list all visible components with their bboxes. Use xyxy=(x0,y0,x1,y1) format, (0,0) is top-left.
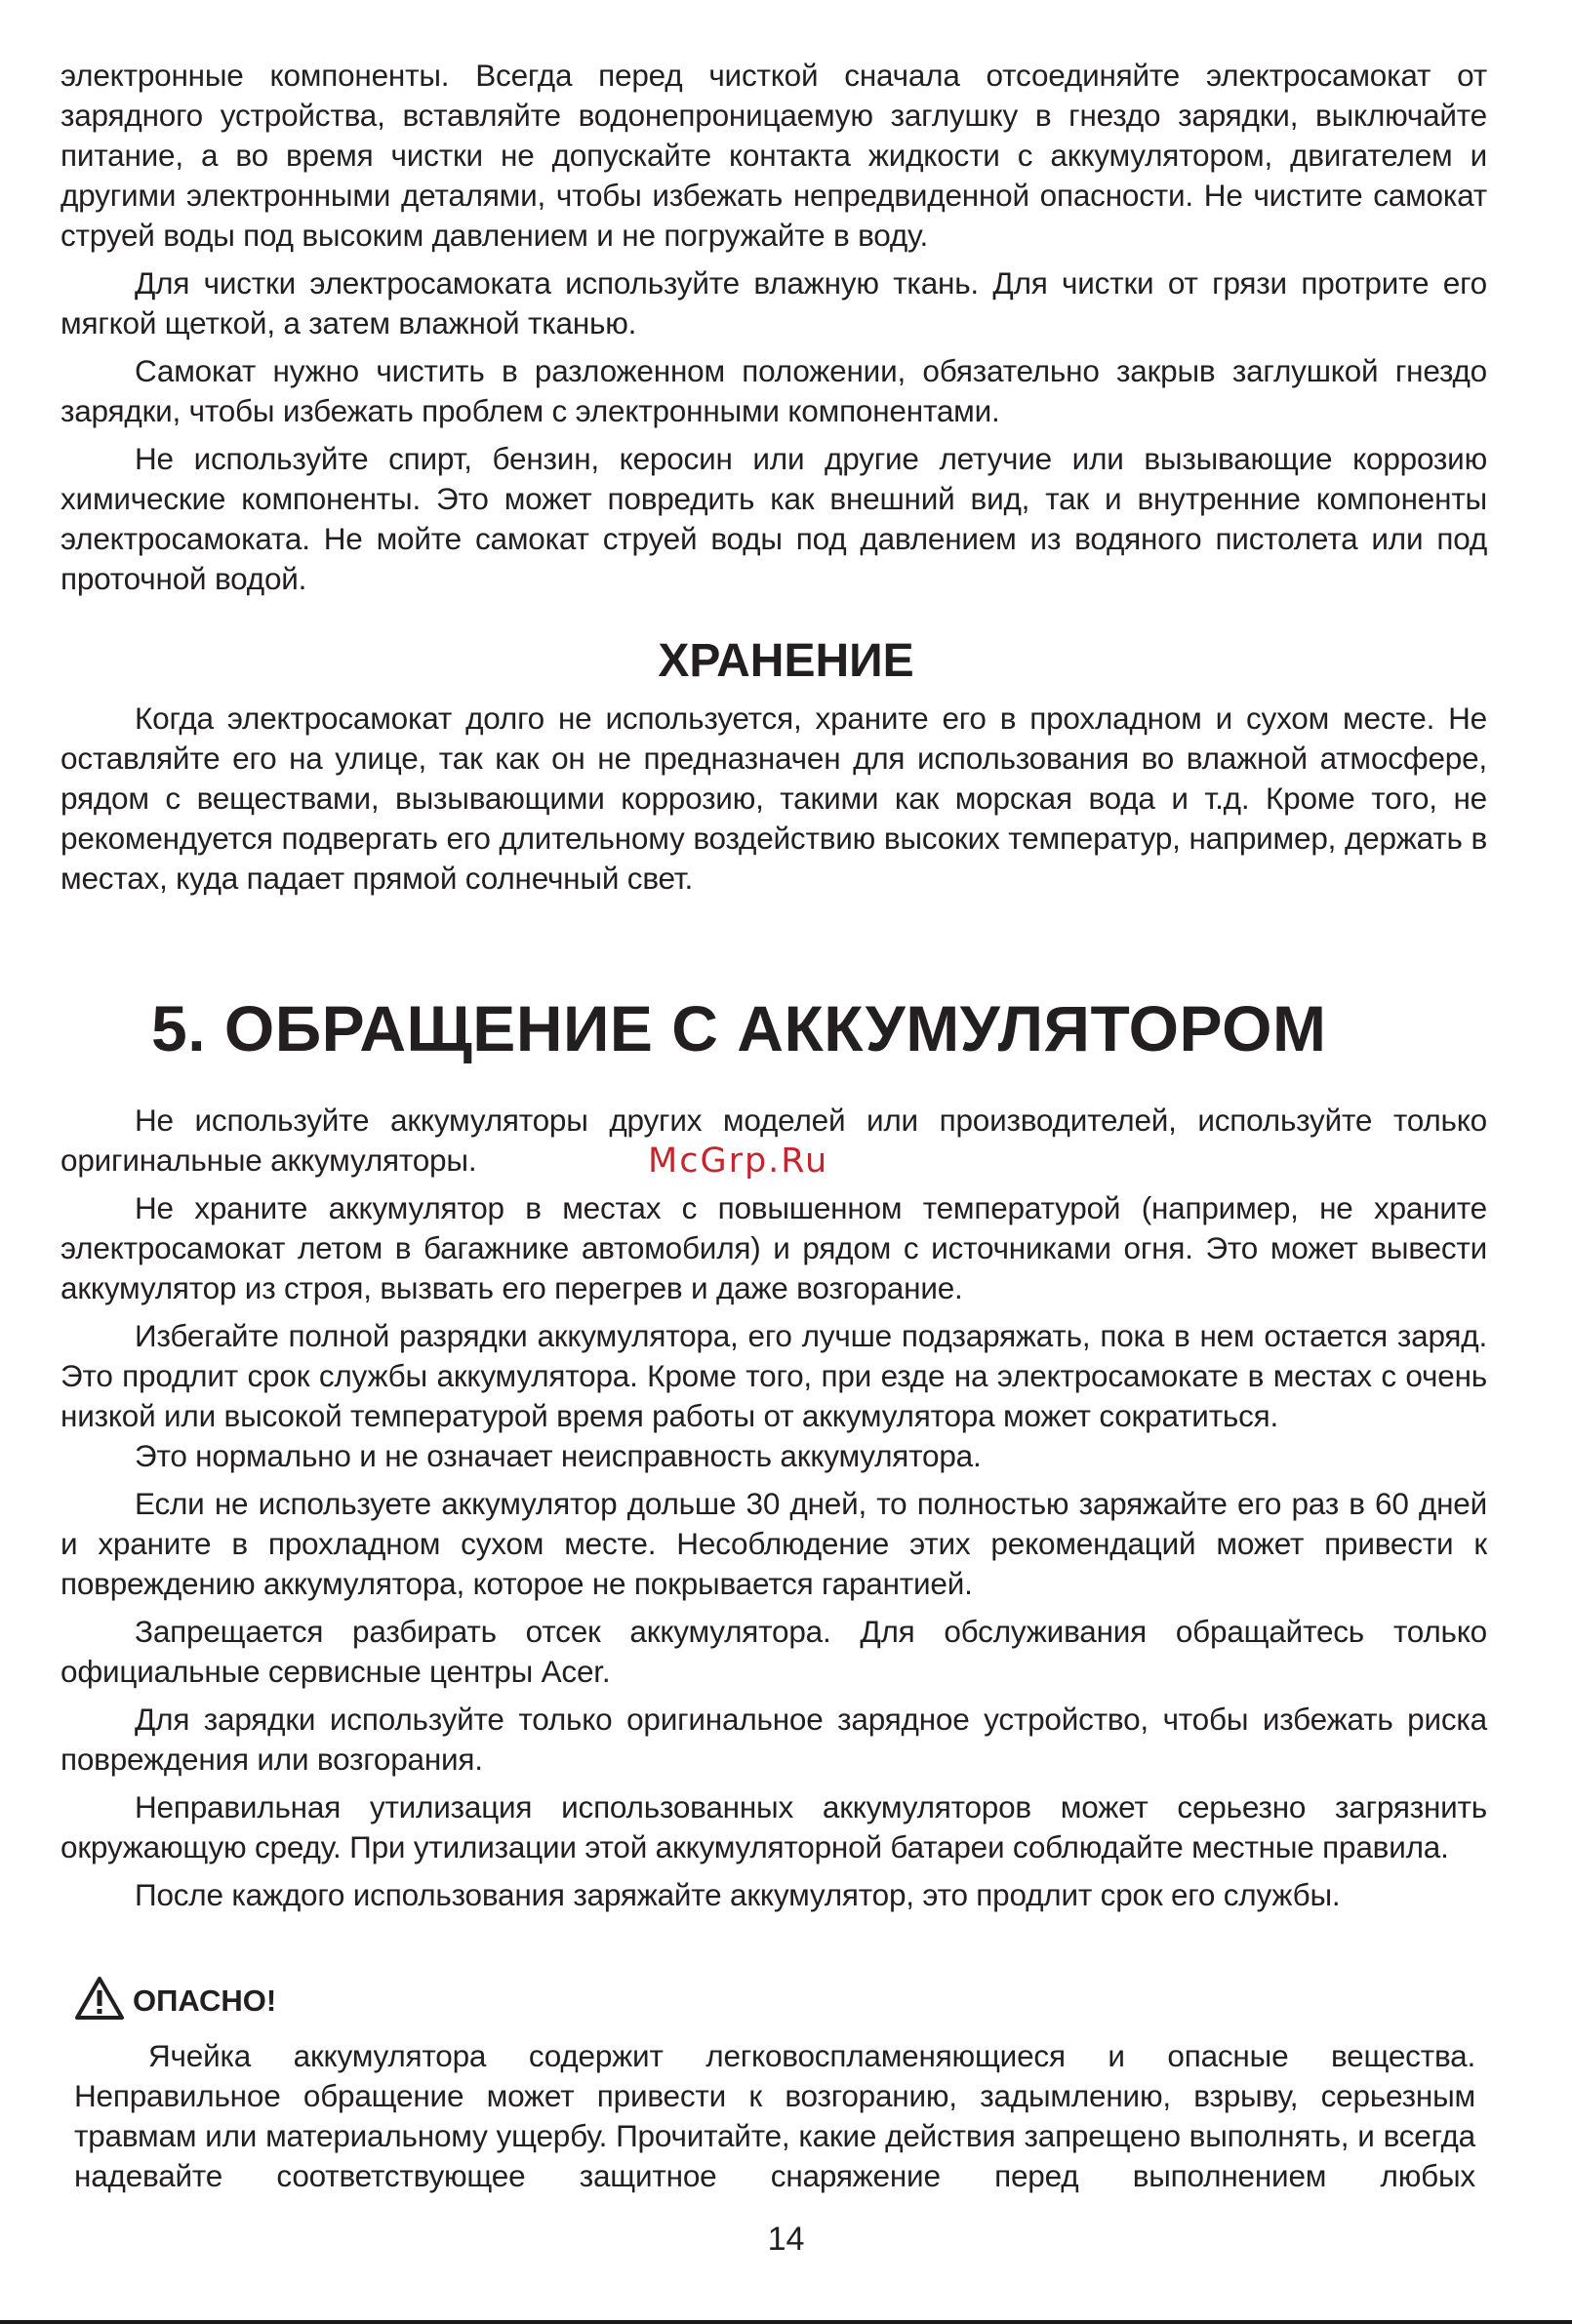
warning-triangle-icon xyxy=(74,1976,125,2025)
bottom-border xyxy=(0,2320,1572,2324)
danger-section xyxy=(74,2036,1475,2196)
cleaning-section xyxy=(60,56,1487,599)
battery-paragraph: Это нормально и не означает неисправность аккумулятора. xyxy=(135,1438,982,1473)
battery-section-heading: 5. ОБРАЩЕНИЕ С АККУМУЛЯТОРОМ xyxy=(151,992,1327,1064)
battery-paragraph: Избегайте полной разрядки аккумулятора, его лучше подзаряжать, пока в нем остается заряд. Это продлит срок службы аккумулятора. Кроме того, при езде на электросамокате в местах с очень низкой или высокой температурой время работы от аккумулятора может сократиться. xyxy=(60,1318,1487,1433)
battery-paragraph: Не храните аккумулятор в местах с повышенном температурой (например, не храните электросамокат летом в багажнике автомобиля) и рядом с источниками огня. Это может вывести аккумулятор из строя, вызвать его перегрев и даже возгорание. xyxy=(60,1190,1487,1305)
cleaning-paragraph: Для чистки электросамоката используйте влажную ткань. Для чистки от грязи протрите его мягкой щеткой, а затем влажной тканью. xyxy=(60,265,1487,341)
battery-section xyxy=(60,1101,1487,1915)
watermark: McGrp.Ru xyxy=(648,1142,829,1181)
storage-section xyxy=(60,699,1487,899)
battery-paragraph: Запрещается разбирать отсек аккумулятора. Для обслуживания обращайтесь только официальные сервисные центры Acer. xyxy=(60,1614,1487,1689)
storage-paragraph: Когда электросамокат долго не используется, храните его в прохладном и сухом месте. Не оставляйте его на улице, так как он не предназначен для использования во влажной атмосфере, рядом с веществами, вызывающими коррозию, такими как морская вода и т.д. Кроме того, не рекомендуется подвергать его длительному воздействию высоких температур, например, держать в местах, куда падает прямой солнечный свет. xyxy=(60,701,1487,896)
battery-paragraph: Если не используете аккумулятор дольше 30 дней, то полностью заряжайте его раз в 60 дней и храните в прохладном сухом месте. Несоблюдение этих рекомендаций может привести к повреждению аккумулятора, которое не покрывается гарантией. xyxy=(60,1486,1487,1601)
battery-paragraph: Для зарядки используйте только оригинальное зарядное устройство, чтобы избежать риска повреждения или возгорания. xyxy=(60,1702,1487,1777)
storage-heading: ХРАНЕНИЕ xyxy=(658,635,914,687)
danger-paragraph: Ячейка аккумулятора содержит легковоспламеняющиеся и опасные вещества. Неправильное обращение может привести к возгоранию, задымлению, взрыву, серьезным травмам или материальному ущербу. Прочитайте, какие действия запрещено выполнять, и всегда надевайте соответствующее защитное снаряжение перед выполнением любых xyxy=(74,2038,1475,2193)
battery-paragraph: Неправильная утилизация использованных аккумуляторов может серьезно загрязнить окружающую среду. При утилизации этой аккумуляторной батареи соблюдайте местные правила. xyxy=(60,1789,1487,1864)
battery-paragraph: После каждого использования заряжайте аккумулятор, это продлит срок его службы. xyxy=(135,1877,1341,1912)
cleaning-paragraph: Не используйте спирт, бензин, керосин или другие летучие или вызывающие коррозию химические компоненты. Это может повредить как внешний вид, так и внутренние компоненты электросамоката. Не мойте самокат струей воды под давлением из водяного пистолета или под проточной водой. xyxy=(60,441,1487,596)
danger-callout xyxy=(74,1976,276,2025)
cleaning-paragraph: Самокат нужно чистить в разложенном положении, обязательно закрыв заглушкой гнездо зарядки, чтобы избежать проблем с электронными компонентами. xyxy=(60,353,1487,428)
cleaning-paragraph: электронные компоненты. Всегда перед чисткой сначала отсоединяйте электросамокат от зарядного устройства, вставляйте водонепроницаемую заглушку в гнездо зарядки, выключайте питание, а во время чистки не допускайте контакта жидкости с аккумулятором, двигателем и другими электронными деталями, чтобы избежать непредвиденной опасности. Не чистите самокат струей воды под высоким давлением и не погружайте в воду. xyxy=(60,58,1487,253)
battery-paragraph: Не используйте аккумуляторы других моделей или производителей, используйте только оригинальные аккумуляторы. xyxy=(60,1102,1487,1178)
page-number: 14 xyxy=(767,2221,805,2258)
danger-label: ОПАСНО! xyxy=(133,1983,277,2018)
